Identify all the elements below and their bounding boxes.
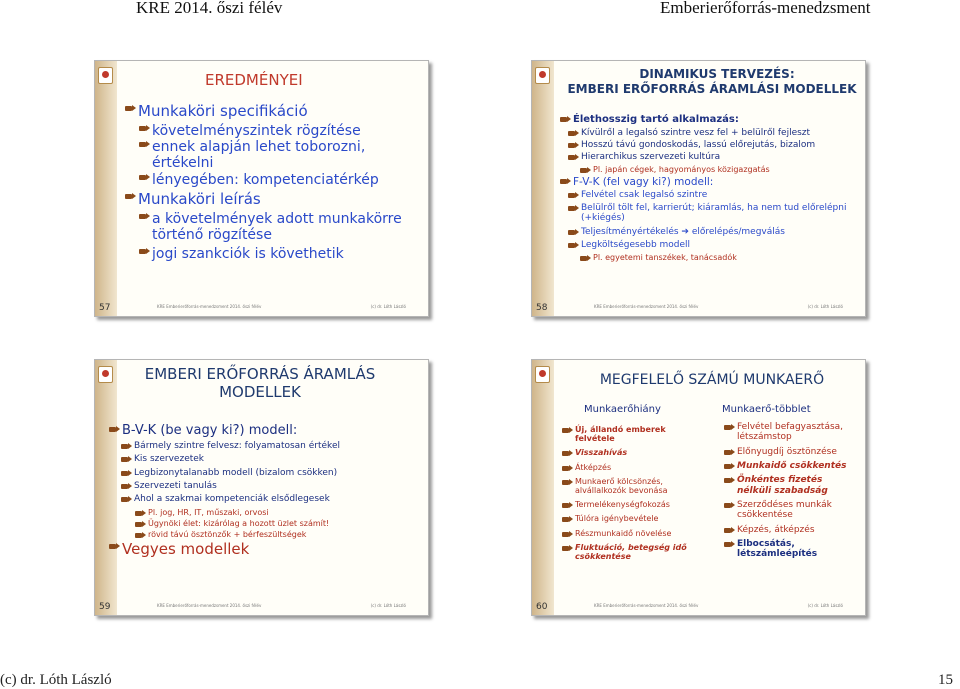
list-item: Munkaerő kölcsönzés, alvállalkozók bevonása — [562, 477, 702, 495]
list-item: Pl. japán cégek, hagyományos közigazgatás — [580, 165, 860, 174]
list-item: Visszahívás — [562, 448, 702, 457]
list-item: Kívülről a legalsó szintre vesz fel + belülről fejleszt — [568, 128, 860, 138]
list-item: Ügynöki élet: kizárólag a hozott üzlet számít! — [135, 519, 419, 528]
slide-number: 58 — [536, 303, 548, 313]
list-item: Szerződéses munkák csökkentése — [724, 500, 849, 521]
bullet-list — [560, 114, 860, 262]
slide-60 — [531, 359, 866, 616]
list-item: Felvétel csak legalsó szintre — [568, 190, 860, 200]
slide-57 — [94, 60, 429, 317]
slide-footer — [95, 596, 428, 610]
slide-58 — [531, 60, 866, 317]
list-item: Termelékenységfokozás — [562, 500, 702, 509]
list-item: Legbizonytalanabb modell (bizalom csökken) — [121, 468, 419, 478]
list-item: Átképzés — [562, 463, 702, 472]
list-item: Teljesítményértékelés ➔ előrelépés/megválás — [568, 227, 860, 237]
list-item: F-V-K (fel vagy ki?) modell: — [560, 176, 860, 188]
slide-left-bar — [532, 360, 554, 615]
list-item: Hosszú távú gondoskodás, lassú előrejutás, bizalom — [568, 140, 860, 150]
list-item: Felvétel befagyasztása, létszámstop — [724, 422, 849, 443]
list-item: Bármely szintre felvesz: folyamatosan értékel — [121, 441, 419, 451]
list-item: Új, állandó emberek felvétele — [562, 425, 702, 443]
slide-footer — [532, 297, 865, 311]
footer-author: (c) dr. Lóth László — [370, 304, 406, 309]
list-item: Részmunkaidő növelése — [562, 529, 702, 538]
bottom-page-number: 15 — [938, 672, 953, 688]
slide-number: 60 — [536, 602, 548, 612]
list-item: Pl. egyetemi tanszékek, tanácsadók — [580, 253, 860, 262]
list-item: Munkaidő csökkentés — [724, 461, 849, 471]
slide-left-bar — [532, 61, 554, 316]
list-item: Önkéntes fizetés nélküli szabadság — [724, 475, 849, 496]
slide-number: 57 — [99, 303, 111, 313]
list-item: lényegében: kompetenciatérkép — [139, 172, 425, 188]
list-item: a követelmények adott munkakörre történő rögzítése — [139, 211, 425, 243]
page-header-right: Emberierőforrás-menedzsment — [660, 0, 871, 17]
list-item: Hierarchikus szervezeti kultúra — [568, 152, 860, 162]
footer-course: KRE Emberierőforrás-menedzsment 2014. őszi félév — [157, 304, 262, 309]
footer-author: (c) dr. Lóth László — [807, 603, 843, 608]
slide-title-line1: DINAMIKUS TERVEZÉS: — [639, 67, 795, 81]
list-item: Kis szervezetek — [121, 454, 419, 464]
slide-title: MEGFELELŐ SZÁMÚ MUNKAERŐ — [599, 372, 825, 388]
footer-course: KRE Emberierőforrás-menedzsment 2014. őszi félév — [594, 603, 699, 608]
surplus-list — [724, 422, 849, 560]
footer-author: (c) dr. Lóth László — [807, 304, 843, 309]
bottom-left-text: (c) dr. Lóth László — [0, 672, 112, 688]
slide-left-bar — [95, 61, 117, 316]
page-header-left: KRE 2014. őszi félév — [136, 0, 283, 17]
list-item: követelményszintek rögzítése — [139, 123, 425, 139]
slide-footer — [95, 297, 428, 311]
list-item: jogi szankciók is követhetik — [139, 246, 425, 262]
list-item: B-V-K (be vagy ki?) modell: — [109, 424, 419, 439]
footer-author: (c) dr. Lóth László — [370, 603, 406, 608]
university-logo-icon — [535, 366, 550, 383]
list-item: Túlóra igénybevétele — [562, 514, 702, 523]
bullet-list — [109, 424, 419, 558]
column-header-surplus: Munkaerő-többlet — [722, 404, 811, 415]
list-item: Fluktuáció, betegség idő csökkentése — [562, 543, 702, 561]
list-item: Munkaköri specifikáció — [125, 103, 425, 120]
shortage-list — [562, 425, 702, 561]
slide-footer — [532, 596, 865, 610]
university-logo-icon — [535, 67, 550, 84]
list-item: rövid távú ösztönzők + bérfeszültségek — [135, 530, 419, 539]
list-item: Ahol a szakmai kompetenciák elsődlegesek — [121, 494, 419, 504]
footer-course: KRE Emberierőforrás-menedzsment 2014. őszi félév — [157, 603, 262, 608]
list-item: Elbocsátás, létszámleépítés — [724, 539, 849, 560]
list-item: Szervezeti tanulás — [121, 481, 419, 491]
list-item: Legköltségesebb modell — [568, 240, 860, 250]
slide-59 — [94, 359, 429, 616]
bullet-list — [125, 103, 425, 262]
list-item: ennek alapján lehet toborozni, értékelni — [139, 139, 425, 171]
slide-title: EREDMÉNYEI — [205, 71, 303, 89]
list-item: Pl. jog, HR, IT, műszaki, orvosi — [135, 508, 419, 517]
list-item: Munkaköri leírás — [125, 191, 425, 208]
list-item: Képzés, átképzés — [724, 525, 849, 535]
university-logo-icon — [98, 366, 113, 383]
slide-title: EMBERI ERŐFORRÁS ÁRAMLÁS MODELLEK — [144, 365, 376, 401]
university-logo-icon — [98, 67, 113, 84]
list-item: Élethosszig tartó alkalmazás: — [560, 114, 860, 126]
slide-number: 59 — [99, 602, 111, 612]
slide-title-line2: EMBERI ERŐFORRÁS ÁRAMLÁSI MODELLEK — [567, 82, 857, 96]
footer-course: KRE Emberierőforrás-menedzsment 2014. őszi félév — [594, 304, 699, 309]
list-item: Vegyes modellek — [109, 541, 419, 558]
column-header-shortage: Munkaerőhiány — [584, 404, 661, 415]
list-item: Előnyugdíj ösztönzése — [724, 447, 849, 457]
list-item: Belülről tölt fel, karrierút; kiáramlás, ha nem tud előrelépni (+kiégés) — [568, 203, 860, 224]
